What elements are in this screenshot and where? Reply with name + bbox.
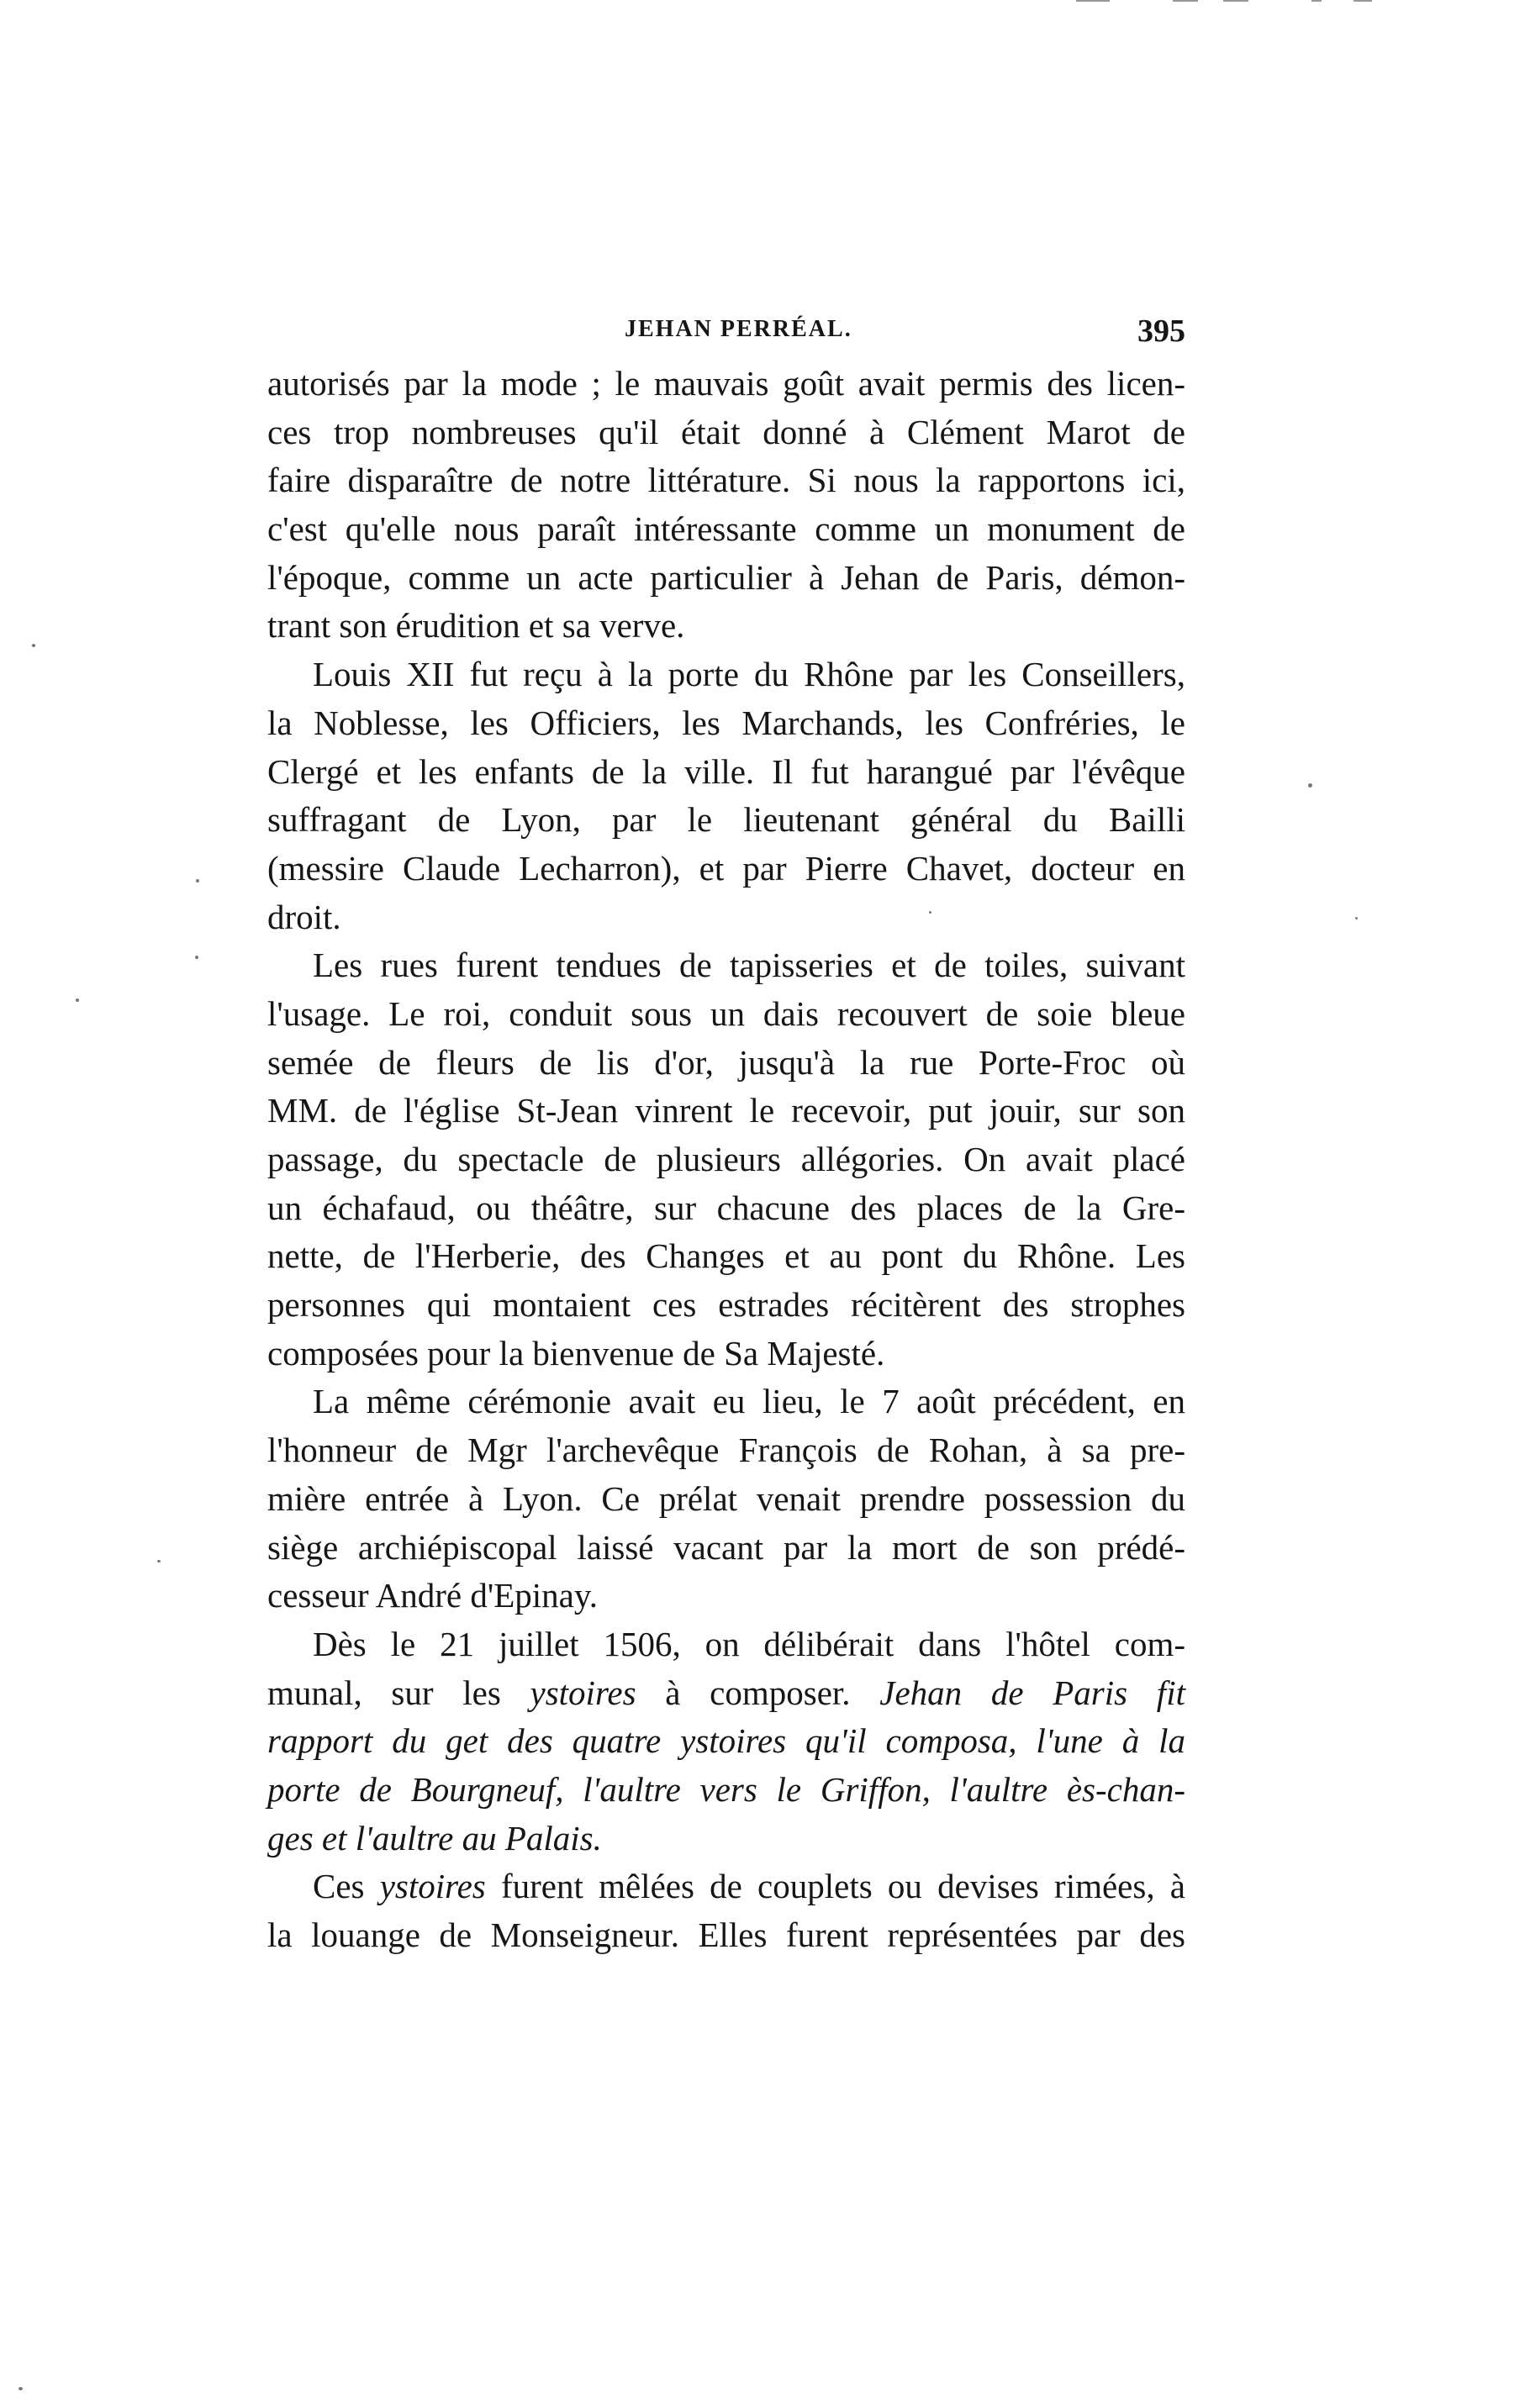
text-line [267, 505, 1185, 554]
italic-text: ystoires [530, 1673, 636, 1712]
italic-text: ges et l'aultre au Palais. [267, 1818, 602, 1857]
scan-edge-mark [1173, 0, 1198, 2]
text-segment: (messire Claude Lecharron), et par Pierre Chavet, docteur en [267, 848, 1185, 888]
text-line [267, 1330, 1185, 1378]
text-line [267, 1572, 1185, 1620]
text-segment: semée de fleurs de lis d'or, jusqu'à la rue Porte-Froc où [267, 1042, 1185, 1082]
text-segment: l'époque, comme un acte particulier à Jehan de Paris, démon- [267, 557, 1185, 597]
scan-edge-mark [1223, 0, 1248, 2]
text-line [267, 1039, 1185, 1088]
text-line [267, 408, 1185, 457]
text-line [267, 1620, 1185, 1669]
text-segment: mière entrée à Lyon. Ce prélat venait prendre possession du [267, 1478, 1185, 1518]
scan-speck [76, 999, 79, 1002]
page-number: 395 [1137, 314, 1185, 349]
text-segment: Dès le 21 juillet 1506, on délibérait dans l'hôtel com- [313, 1624, 1185, 1663]
text-segment: ces trop nombreuses qu'il était donné à Clément Marot de [267, 412, 1185, 451]
text-line [267, 1911, 1185, 1960]
text-segment: la louange de Monseigneur. Elles furent représentées par des [267, 1915, 1185, 1954]
text-segment: MM. de l'église St-Jean vinrent le recevoir, put jouir, sur son [267, 1091, 1185, 1130]
text-segment: siège archiépiscopal laissé vacant par la mort de son prédé- [267, 1527, 1185, 1567]
text-line [267, 1863, 1185, 1911]
text-line [267, 1524, 1185, 1573]
scan-speck [929, 911, 931, 914]
italic-text: rapport du get des quatre ystoires qu'il composa, l'une à la [267, 1721, 1185, 1761]
text-line [267, 893, 1185, 942]
text-segment: l'honneur de Mgr l'archevêque François de Rohan, à sa pre- [267, 1431, 1185, 1470]
scan-edge-mark [1076, 0, 1110, 2]
text-line [267, 1281, 1185, 1330]
text-segment: droit. [267, 897, 341, 936]
text-segment: un échafaud, ou théâtre, sur chacune des places de la Gre- [267, 1188, 1185, 1227]
text-line [267, 1136, 1185, 1184]
text-line [267, 1378, 1185, 1426]
text-segment: autorisés par la mode ; le mauvais goût avait permis des licen- [267, 364, 1185, 403]
text-line [267, 1426, 1185, 1475]
italic-text: ystoires [379, 1867, 486, 1906]
scan-speck [32, 644, 35, 647]
scan-speck [196, 879, 199, 883]
text-line [267, 699, 1185, 748]
text-line [267, 554, 1185, 603]
text-line [267, 748, 1185, 797]
text-segment: à composer. [636, 1673, 880, 1712]
scan-speck [195, 956, 198, 959]
text-segment: munal, sur les [267, 1673, 530, 1712]
italic-text: Jehan de Paris fit [879, 1673, 1185, 1712]
text-line [267, 1475, 1185, 1524]
scan-speck [1355, 917, 1358, 919]
text-segment: personnes qui montaient ces estrades récitèrent des strophes [267, 1285, 1185, 1325]
text-line [267, 1087, 1185, 1136]
scan-speck [1308, 783, 1312, 788]
text-line [267, 845, 1185, 893]
text-segment: Ces [313, 1867, 380, 1906]
text-line [267, 796, 1185, 845]
text-line [267, 651, 1185, 699]
text-line [267, 990, 1185, 1039]
text-segment: passage, du spectacle de plusieurs allégories. On avait placé [267, 1140, 1185, 1178]
page-header [267, 313, 1185, 355]
text-segment: La même cérémonie avait eu lieu, le 7 août précédent, en [313, 1382, 1185, 1421]
text-segment: furent mêlées de couplets ou devises rimées, à [485, 1867, 1185, 1906]
running-head: JEHAN PERRÉAL. [625, 316, 852, 342]
text-line [267, 1669, 1185, 1718]
text-segment: faire disparaître de notre littérature. Si nous la rapportons ici, [267, 461, 1185, 500]
text-segment: Louis XII fut reçu à la porte du Rhône par les Conseillers, [313, 655, 1185, 694]
text-line [267, 1815, 1185, 1863]
text-segment: l'usage. Le roi, conduit sous un dais recouvert de soie bleue [267, 993, 1185, 1033]
text-line [267, 1232, 1185, 1281]
scan-edge-mark [1354, 0, 1372, 2]
text-segment: la Noblesse, les Officiers, les Marchands, les Confréries, le [267, 703, 1185, 742]
text-segment: c'est qu'elle nous paraît intéressante comme un monument de [267, 509, 1185, 549]
text-segment: Les rues furent tendues de tapisseries et de toiles, suivant [313, 946, 1185, 985]
text-line [267, 1184, 1185, 1233]
text-line [267, 1766, 1185, 1815]
italic-text: porte de Bourgneuf, l'aultre vers le Griffon, l'aultre ès-chan- [267, 1769, 1185, 1809]
text-segment: nette, de l'Herberie, des Changes et au pont du Rhône. Les [267, 1236, 1185, 1276]
text-segment: trant son érudition et sa verve. [267, 606, 685, 645]
body-text [267, 360, 1185, 1960]
scan-edge-mark [1311, 0, 1322, 2]
text-segment: composées pour la bienvenue de Sa Majesté. [267, 1333, 885, 1373]
text-line [267, 456, 1185, 505]
text-segment: Clergé et les enfants de la ville. Il fut harangué par l'évêque [267, 751, 1185, 791]
text-segment: suffragant de Lyon, par le lieutenant général du Bailli [267, 800, 1185, 840]
scan-speck [18, 2387, 23, 2390]
text-segment: cesseur André d'Epinay. [267, 1576, 598, 1615]
scan-speck [157, 1560, 161, 1562]
text-line [267, 941, 1185, 990]
text-line [267, 1717, 1185, 1766]
text-line [267, 360, 1185, 408]
text-line [267, 602, 1185, 651]
